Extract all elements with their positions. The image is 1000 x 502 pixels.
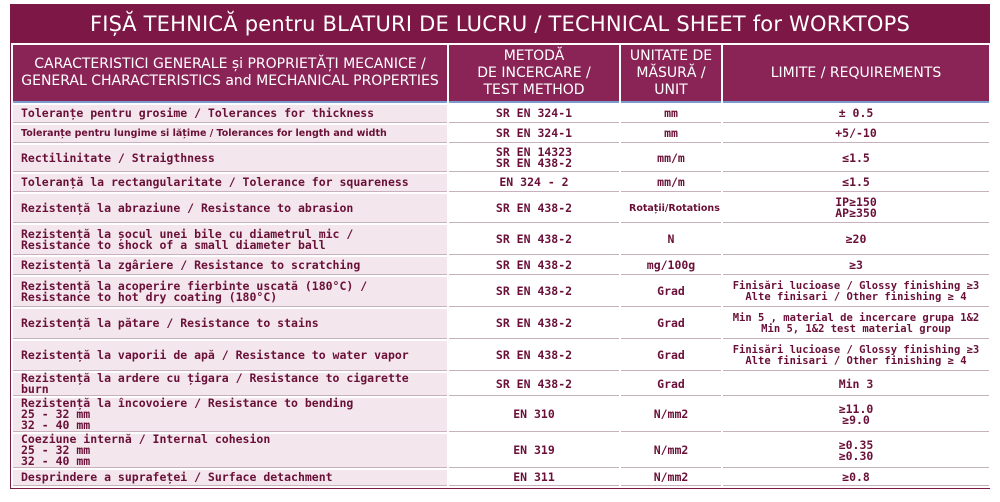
- table-row: [13, 373, 989, 396]
- unit-cell: N/mm2: [621, 398, 721, 432]
- limit-cell: ± 0.5: [723, 105, 989, 123]
- unit-cell: mg/100g: [621, 257, 721, 275]
- unit-cell: Grad: [621, 341, 721, 371]
- unit-cell: N/mm2: [621, 470, 721, 486]
- table-row: [13, 145, 989, 172]
- method-cell: SR EN 14323 SR EN 438-2: [449, 145, 619, 172]
- limit-cell: Min 5 , material de incercare grupa 1&2 Min 5, 1&2 test material group: [723, 309, 989, 339]
- method-cell: SR EN 324-1: [449, 125, 619, 143]
- limit-cell: Min 3: [723, 373, 989, 396]
- method-cell: SR EN 438-2: [449, 257, 619, 275]
- property-cell: Toleranțe pentru lungime si lățime / Tolerances for length and width: [13, 125, 447, 143]
- table-row: [13, 105, 989, 123]
- unit-cell: Rotații/Rotations: [621, 194, 721, 223]
- unit-cell: Grad: [621, 373, 721, 396]
- technical-sheet: [10, 4, 990, 489]
- property-cell: Coeziune internă / Internal cohesion 25 - 32 mm 32 - 40 mm: [13, 434, 447, 468]
- method-cell: EN 319: [449, 434, 619, 468]
- table-row: [13, 225, 989, 255]
- unit-cell: N/mm2: [621, 434, 721, 468]
- limit-cell: ≤1.5: [723, 174, 989, 192]
- property-cell: Rezistență la ardere cu țigara / Resistance to cigarette burn: [13, 373, 447, 396]
- unit-cell: mm/m: [621, 145, 721, 172]
- table-row: [13, 470, 989, 486]
- table-row: [13, 194, 989, 223]
- property-cell: Rezistență la șocul unei bile cu diametrul mic / Resistance to shock of a small diameter ball: [13, 225, 447, 255]
- property-cell: Rectilinitate / Straigthness: [13, 145, 447, 172]
- property-cell: Rezistență la vaporii de apă / Resistance to water vapor: [13, 341, 447, 371]
- method-cell: EN 310: [449, 398, 619, 432]
- limit-cell: ≥20: [723, 225, 989, 255]
- method-cell: SR EN 438-2: [449, 225, 619, 255]
- unit-cell: mm: [621, 105, 721, 123]
- header-characteristics: CARACTERISTICI GENERALE și PROPRIETĂȚI MECANICE / GENERAL CHARACTERISTICS and MECHANICAL PROPERTIES: [13, 45, 447, 103]
- limit-cell: ≥3: [723, 257, 989, 275]
- method-cell: SR EN 438-2: [449, 373, 619, 396]
- property-cell: Rezistență la zgâriere / Resistance to scratching: [13, 257, 447, 275]
- property-cell: Toleranțe pentru grosime / Tolerances for thickness: [13, 105, 447, 123]
- unit-cell: N: [621, 225, 721, 255]
- unit-cell: mm: [621, 125, 721, 143]
- table-row: [13, 398, 989, 432]
- limit-cell: ≥11.0 ≥9.0: [723, 398, 989, 432]
- method-cell: SR EN 438-2: [449, 309, 619, 339]
- header-row: [13, 45, 989, 103]
- property-cell: Rezistență la încovoiere / Resistance to bending 25 - 32 mm 32 - 40 mm: [13, 398, 447, 432]
- method-cell: SR EN 324-1: [449, 105, 619, 123]
- table-row: [13, 309, 989, 339]
- property-cell: Rezistență la pătare / Resistance to stains: [13, 309, 447, 339]
- sheet-title: FIȘĂ TEHNICĂ pentru BLATURI DE LUCRU / TECHNICAL SHEET for WORKTOPS: [11, 5, 989, 45]
- header-test-method: METODĂ DE INCERCARE / TEST METHOD: [449, 45, 619, 103]
- header-limits: LIMITE / REQUIREMENTS: [723, 45, 989, 103]
- limit-cell: IP≥150 AP≥350: [723, 194, 989, 223]
- limit-cell: ≥0.35 ≥0.30: [723, 434, 989, 468]
- properties-table: [11, 43, 991, 488]
- property-cell: Rezistență la acoperire fierbinte uscată (180°C) / Resistance to hot dry coating (180°C): [13, 277, 447, 307]
- table-row: [13, 434, 989, 468]
- limit-cell: Finisări lucioase / Glossy finishing ≥3 Alte finisari / Other finishing ≥ 4: [723, 277, 989, 307]
- table-row: [13, 257, 989, 275]
- header-unit: UNITATE DE MĂSURĂ / UNIT: [621, 45, 721, 103]
- method-cell: SR EN 438-2: [449, 341, 619, 371]
- table-body: [13, 105, 989, 486]
- property-cell: Desprindere a suprafeței / Surface detachment: [13, 470, 447, 486]
- property-cell: Rezistență la abraziune / Resistance to abrasion: [13, 194, 447, 223]
- table-row: [13, 174, 989, 192]
- method-cell: EN 324 - 2: [449, 174, 619, 192]
- method-cell: EN 311: [449, 470, 619, 486]
- method-cell: SR EN 438-2: [449, 194, 619, 223]
- table-row: [13, 277, 989, 307]
- limit-cell: Finisări lucioase / Glossy finishing ≥3 Alte finisari / Other finishing ≥ 4: [723, 341, 989, 371]
- property-cell: Toleranță la rectangularitate / Tolerance for squareness: [13, 174, 447, 192]
- limit-cell: ≥0.8: [723, 470, 989, 486]
- table-row: [13, 341, 989, 371]
- method-cell: SR EN 438-2: [449, 277, 619, 307]
- unit-cell: mm/m: [621, 174, 721, 192]
- unit-cell: Grad: [621, 277, 721, 307]
- unit-cell: Grad: [621, 309, 721, 339]
- limit-cell: ≤1.5: [723, 145, 989, 172]
- limit-cell: +5/-10: [723, 125, 989, 143]
- table-row: [13, 125, 989, 143]
